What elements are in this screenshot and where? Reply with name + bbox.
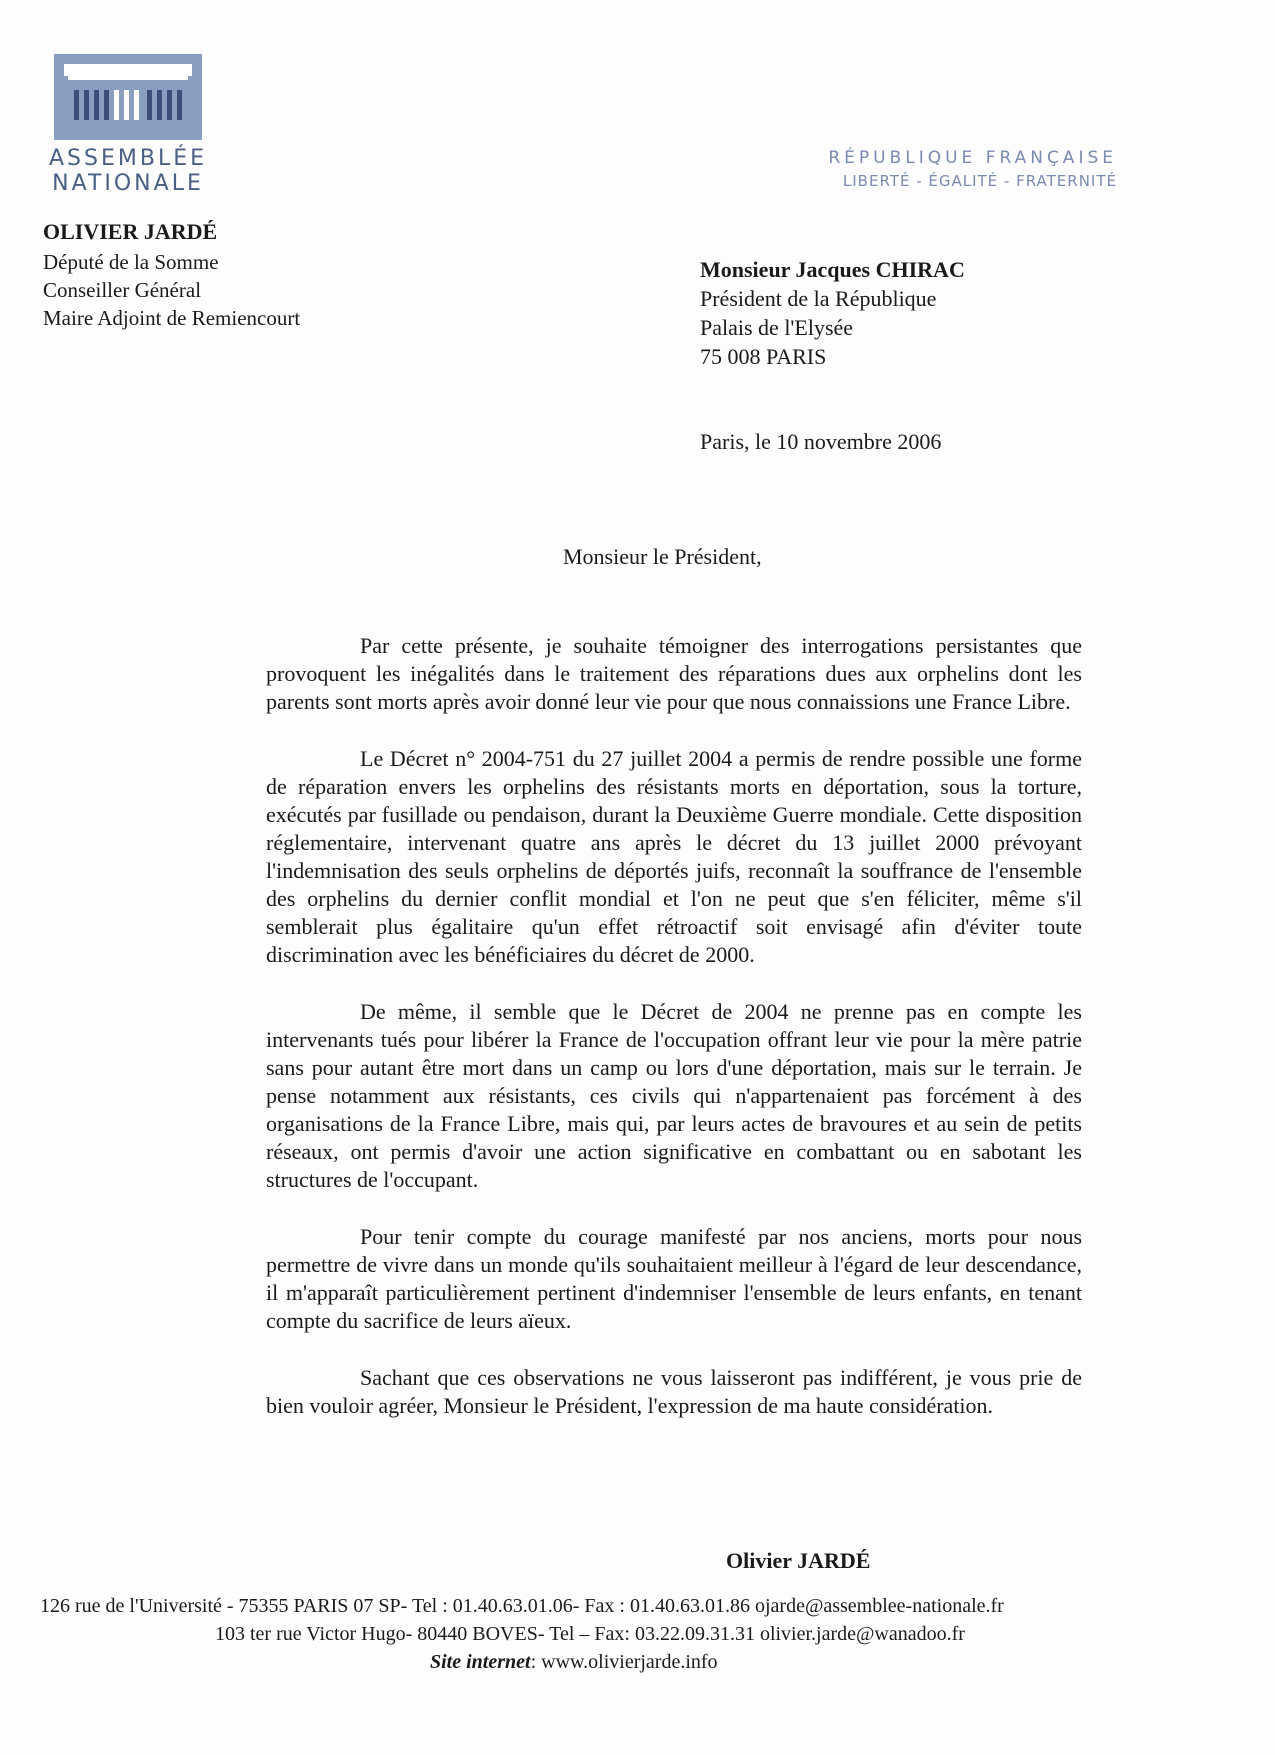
signature: Olivier JARDÉ — [726, 1548, 871, 1573]
sender-title-3: Maire Adjoint de Remiencourt — [43, 306, 301, 330]
logo-text — [48, 146, 208, 196]
republic-motto: LIBERTÉ - ÉGALITÉ - FRATERNITÉ — [842, 172, 1117, 190]
paragraph: Sachant que ces observations ne vous laisseront pas indifférent, je vous prie de bien vouloir agréer, Monsieur le Président, l'expression de ma haute considération. — [266, 1365, 1082, 1418]
salutation: Monsieur le Président, — [563, 544, 762, 569]
website-label: Site internet — [430, 1651, 531, 1673]
recipient-line-3: 75 008 PARIS — [700, 344, 827, 369]
republic-title: RÉPUBLIQUE FRANÇAISE — [828, 148, 1117, 168]
paragraph: Par cette présente, je souhaite témoigner des interrogations persistantes que provoquent les inégalités dans le traitement des réparations dues aux orphelins dont les parents sont morts après avoir donné leur vie pour que nous connaissions une France Libre. — [266, 633, 1082, 714]
recipient-line-1: Président de la République — [700, 286, 937, 311]
assemblee-logo-icon — [54, 54, 202, 140]
footer-address-boves: 103 ter rue Victor Hugo- 80440 BOVES- Tel – Fax: 03.22.09.31.31 olivier.jarde@wanadoo.fr — [215, 1623, 965, 1645]
sender-name: OLIVIER JARDÉ — [43, 219, 218, 244]
footer-address-paris: 126 rue de l'Université - 75355 PARIS 07 SP- Tel : 01.40.63.01.06- Fax : 01.40.63.01.86 ojarde@assemblee-nationale.fr — [40, 1595, 1004, 1617]
recipient-name: Monsieur Jacques CHIRAC — [700, 257, 965, 282]
website-url[interactable]: : www.olivierjarde.info — [530, 1651, 718, 1673]
paragraph: Pour tenir compte du courage manifesté par nos anciens, morts pour nous permettre de vivre dans un monde qu'ils souhaitaient meilleur à l'égard de leur descendance, il m'apparaît particulièrement pertinent d'indemniser l'ensemble de leurs enfants, en tenant compte du sacrifice de leurs aïeux. — [266, 1224, 1082, 1333]
sender-title-2: Conseiller Général — [43, 278, 202, 302]
paragraph: De même, il semble que le Décret de 2004 ne prenne pas en compte les intervenants tués pour libérer la France de l'occupation offrant leur vie pour la mère patrie sans pour autant être mort dans un camp ou lors d'une déportation, mais sur le terrain. Je pense notamment aux résistants, ces civils qui n'appartenaient pas forcément à des organisations de la France Libre, mais qui, par leurs actes de bravoures et au sein de petits réseaux, ont permis d'avoir une action significative en combattant ou en sabotant les structures de l'occupant. — [266, 999, 1082, 1192]
logo-line-2: NATIONALE — [52, 171, 204, 196]
paragraph: Le Décret n° 2004-751 du 27 juillet 2004 a permis de rendre possible une forme de réparation envers les orphelins des résistants morts en déportation, sous la torture, exécutés par fusillade ou pendaison, durant la Deuxième Guerre mondiale. Cette disposition réglementaire, intervenant quatre ans après le décret du 13 juillet 2000 prévoyant l'indemnisation des seuls orphelins de déportés juifs, reconnaît la souffrance de l'ensemble des orphelins du dernier conflit mondial et l'on ne peut que s'en féliciter, même s'il semblerait plus égalitaire qu'un effet rétroactif soit envisagé afin d'éviter toute discrimination avec les bénéficiaires du décret de 2000. — [266, 746, 1082, 967]
letter-date: Paris, le 10 novembre 2006 — [700, 429, 942, 454]
logo-line-1: ASSEMBLÉE — [48, 146, 207, 171]
sender-title-1: Député de la Somme — [43, 250, 219, 274]
republic-header — [828, 146, 1117, 192]
footer-website — [430, 1648, 718, 1676]
letter-body — [266, 632, 1082, 1449]
recipient-line-2: Palais de l'Elysée — [700, 315, 854, 340]
recipient-block — [700, 255, 965, 371]
sender-block — [43, 218, 300, 332]
